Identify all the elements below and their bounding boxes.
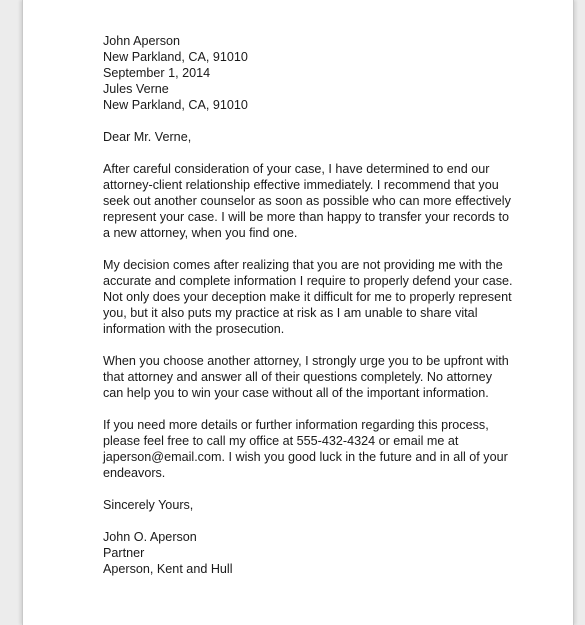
- signature-block: [103, 529, 563, 577]
- paragraph-line: endeavors.: [103, 466, 166, 480]
- paragraph-line: japerson@email.com. I wish you good luck in the future and in all of your: [103, 450, 508, 464]
- salutation-text: Dear Mr. Verne,: [103, 130, 192, 144]
- closing: [103, 497, 563, 513]
- paragraph-line: accurate and complete information I require to properly defend your case.: [103, 274, 513, 288]
- paragraph-3: [103, 353, 563, 401]
- paragraph-line: When you choose another attorney, I strongly urge you to be upfront with: [103, 354, 509, 368]
- letter-date: September 1, 2014: [103, 66, 211, 80]
- letter-body: [103, 33, 563, 577]
- signer-name: John O. Aperson: [103, 530, 197, 544]
- closing-text: Sincerely Yours,: [103, 498, 194, 512]
- paragraph-line: that attorney and answer all of their questions completely. No attorney: [103, 370, 492, 384]
- sender-address-block: [103, 33, 563, 113]
- paragraph-4: [103, 417, 563, 481]
- paragraph-1: [103, 161, 563, 241]
- sender-name: John Aperson: [103, 34, 181, 48]
- paragraph-line: please feel free to call my office at 555-432-4324 or email me at: [103, 434, 459, 448]
- signer-title: Partner: [103, 546, 145, 560]
- paragraph-line: attorney-client relationship effective immediately. I recommend that you: [103, 178, 499, 192]
- paragraph-line: Not only does your deception make it difficult for me to properly represent: [103, 290, 512, 304]
- paragraph-2: [103, 257, 563, 337]
- recipient-city: New Parkland, CA, 91010: [103, 98, 248, 112]
- document-page: [22, 0, 574, 625]
- paragraph-line: If you need more details or further information regarding this process,: [103, 418, 489, 432]
- paragraph-line: can help you to win your case without all of the important information.: [103, 386, 489, 400]
- paragraph-line: you, but it also puts my practice at risk as I am unable to share vital: [103, 306, 478, 320]
- paragraph-line: a new attorney, when you find one.: [103, 226, 298, 240]
- recipient-name: Jules Verne: [103, 82, 169, 96]
- sender-city: New Parkland, CA, 91010: [103, 50, 248, 64]
- salutation: [103, 129, 563, 145]
- paragraph-line: My decision comes after realizing that you are not providing me with the: [103, 258, 503, 272]
- paragraph-line: information with the prosecution.: [103, 322, 285, 336]
- paragraph-line: represent your case. I will be more than happy to transfer your records to: [103, 210, 509, 224]
- paragraph-line: seek out another counselor as soon as possible who can more effectively: [103, 194, 511, 208]
- paragraph-line: After careful consideration of your case, I have determined to end our: [103, 162, 490, 176]
- signer-firm: Aperson, Kent and Hull: [103, 562, 233, 576]
